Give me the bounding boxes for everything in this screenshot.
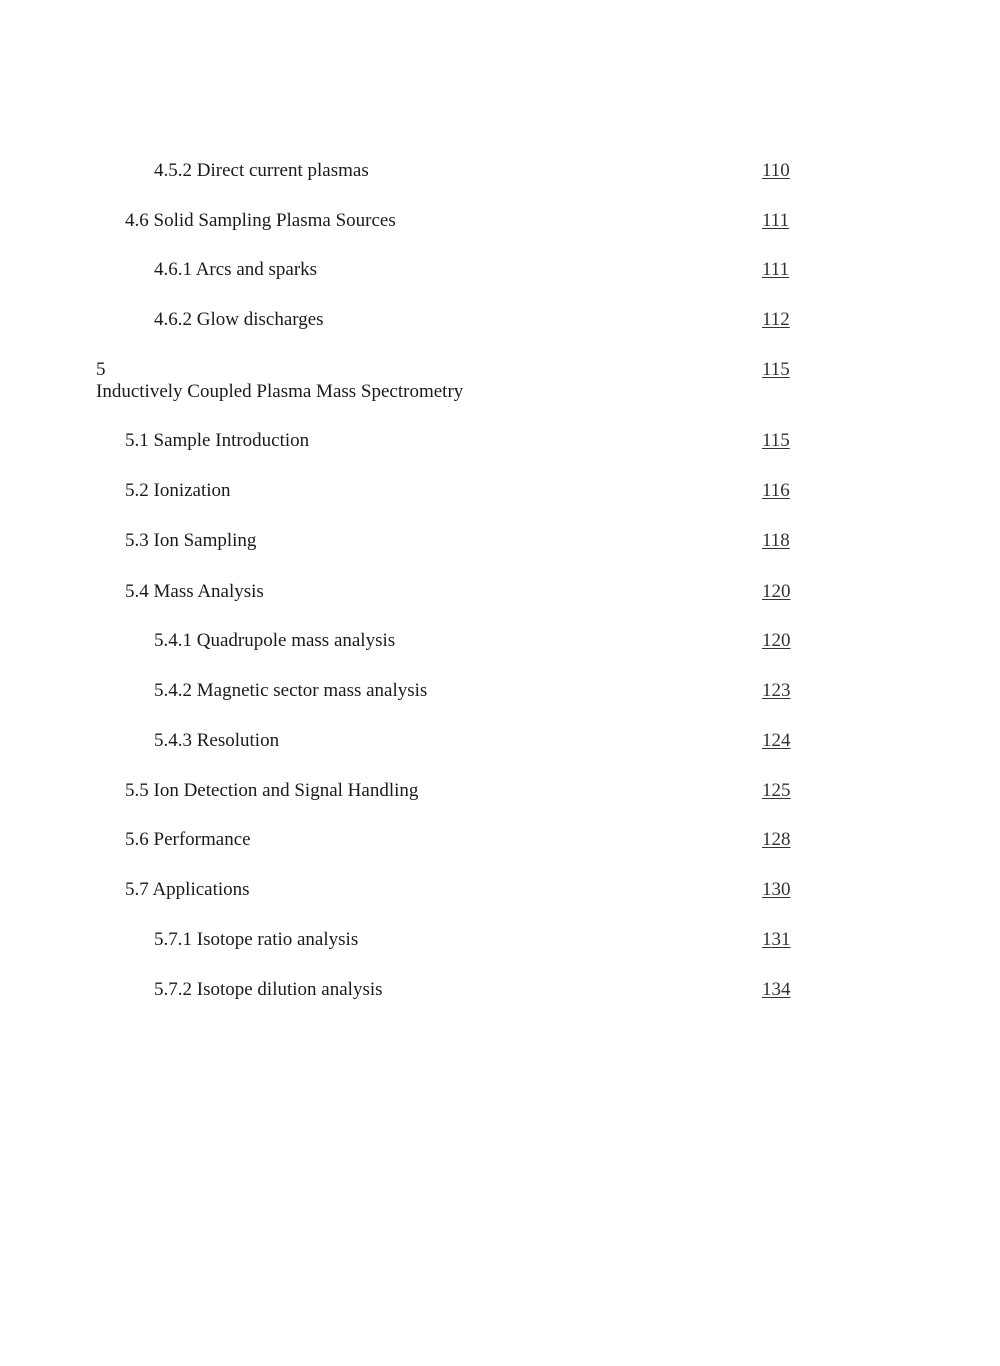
toc-entry-5-6: [0, 829, 1000, 857]
toc-page-link[interactable]: 118: [762, 530, 790, 551]
toc-entry-5-7-2: [0, 979, 1000, 1007]
toc-entry-5-4-2: [0, 680, 1000, 708]
toc-page-link[interactable]: 128: [762, 829, 791, 850]
toc-entry-label: 4.6.2 Glow discharges: [154, 309, 324, 330]
toc-page-link[interactable]: 115: [762, 359, 790, 380]
toc-page-link[interactable]: 111: [762, 259, 790, 280]
toc-entry-label: 5.5 Ion Detection and Signal Handling: [125, 780, 419, 801]
toc-entry-label: 5.3 Ion Sampling: [125, 530, 257, 551]
toc-page-link[interactable]: 115: [762, 430, 790, 451]
toc-page-link[interactable]: 110: [762, 160, 790, 181]
toc-entry-label: 5.4 Mass Analysis: [125, 581, 264, 602]
toc-page-link[interactable]: 112: [762, 309, 790, 330]
toc-page-link[interactable]: 120: [762, 581, 791, 602]
toc-entry-5-1: [0, 430, 1000, 458]
toc-entry-label: 5.7 Applications: [125, 879, 250, 900]
toc-page-link[interactable]: 124: [762, 730, 791, 751]
toc-entry-label: 5.7.2 Isotope dilution analysis: [154, 979, 383, 1000]
toc-entry-label: 5.4.3 Resolution: [154, 730, 280, 751]
toc-entry-5-3: [0, 530, 1000, 558]
toc-page-link[interactable]: 125: [762, 780, 791, 801]
toc-page-link[interactable]: 116: [762, 480, 790, 501]
toc-entry-5-2: [0, 480, 1000, 508]
toc-page-link[interactable]: 131: [762, 929, 791, 950]
toc-page-link[interactable]: 111: [762, 210, 790, 231]
toc-entry-5-5: [0, 780, 1000, 808]
toc-page-link[interactable]: 134: [762, 979, 791, 1000]
toc-entry-5-4-3: [0, 730, 1000, 758]
toc-entry-label: 5.4.1 Quadrupole mass analysis: [154, 630, 396, 651]
toc-entry-5-4-1: [0, 630, 1000, 658]
toc-page-link[interactable]: 130: [762, 879, 791, 900]
toc-entry-4-6: [0, 210, 1000, 238]
toc-entry-label: 5.4.2 Magnetic sector mass analysis: [154, 680, 428, 701]
toc-entry-5-4: [0, 581, 1000, 609]
toc-page-link[interactable]: 123: [762, 680, 791, 701]
toc-entry-4-6-1: [0, 259, 1000, 287]
toc-entry-4-6-2: [0, 309, 1000, 337]
toc-entry-label: 5.1 Sample Introduction: [125, 430, 310, 451]
toc-page-link[interactable]: 120: [762, 630, 791, 651]
toc-entry-label: 4.6.1 Arcs and sparks: [154, 259, 318, 280]
toc-entry-label: 5.6 Performance: [125, 829, 251, 850]
toc-entry-label: 5.7.1 Isotope ratio analysis: [154, 929, 359, 950]
toc-entry-4-5-2: [0, 160, 1000, 188]
toc-entry-5-7-1: [0, 929, 1000, 957]
chapter-number: 5: [96, 359, 106, 380]
chapter-title: Inductively Coupled Plasma Mass Spectrometry: [96, 381, 464, 402]
toc-chapter-5: [0, 359, 1000, 409]
toc-entry-label: 4.5.2 Direct current plasmas: [154, 160, 369, 181]
toc-entry-label: 4.6 Solid Sampling Plasma Sources: [125, 210, 396, 231]
toc-entry-label: 5.2 Ionization: [125, 480, 231, 501]
toc-entry-5-7: [0, 879, 1000, 907]
